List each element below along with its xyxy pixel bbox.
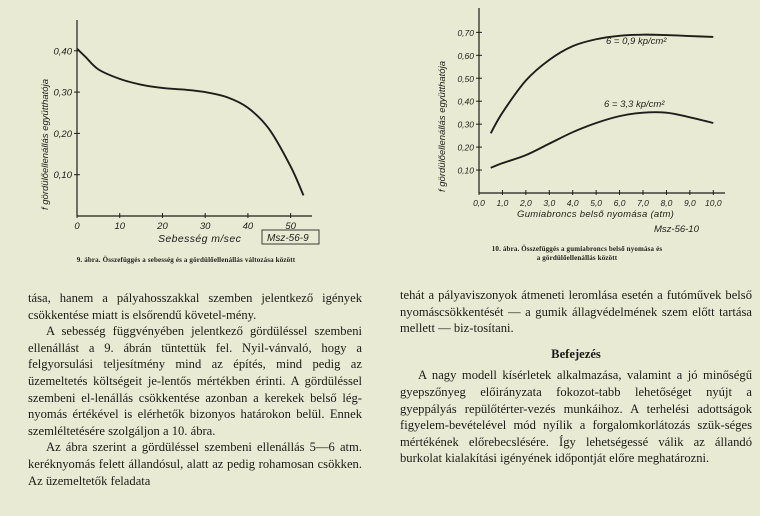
- fig9-xlabel: Sebesség m/sec: [158, 233, 242, 245]
- x-tick-label: 40: [242, 221, 254, 232]
- fig10-series-line-2: [491, 112, 714, 168]
- y-tick-label: 0,40: [457, 96, 474, 107]
- y-tick-label: 0,60: [457, 50, 474, 61]
- y-tick-label: 0,30: [457, 119, 474, 130]
- fig10-caption: [402, 245, 752, 263]
- fig10-series-label-1: 6 = 0,9 kp/cm²: [606, 36, 667, 47]
- fig10-y-tick-labels: [457, 28, 474, 176]
- fig9-axes: [74, 20, 312, 218]
- left-paragraph-3: Az ábra szerint a gördüléssel szembeni ellenállás 5—6 atm. keréknyomás felett állandósul, alatt az pedig rohamosan csökken. Az üzemeltetők feladata: [28, 440, 362, 488]
- x-tick-label: 7,0: [637, 198, 649, 208]
- y-tick-label: 0,20: [457, 142, 474, 153]
- section-heading: Befejezés: [551, 346, 601, 361]
- fig9-caption: 9. ábra. Összefüggés a sebesség és a gördülőellenállás változása között: [76, 256, 296, 264]
- x-tick-label: 5,0: [590, 198, 603, 208]
- fig10-caption-line-1: 10. ábra. Összefüggés a gumiabroncs belső nyomása és: [491, 245, 663, 253]
- y-tick-label: 0,20: [53, 128, 72, 140]
- y-tick-label: 0,50: [457, 73, 474, 84]
- x-tick-label: 20: [157, 221, 168, 232]
- left-paragraph-2: A sebesség függvényében jelentkező gördüléssel szembeni ellenállást a 9. ábrán tüntettük fel. Nyil-vánvaló, hogy a felgyorsulási teljesítmény mind az építés, mind pedig az üzemeltetés költségeit je-lentős mértékben érinti. A gördüléssel szembeni el-lenállás csökkentése azonban a kerekek belső lég-nyomás értékével is elérhetők bizonyos határokon belül. Ennek szemléltetésére szolgáljon a 10. ábra.: [28, 324, 362, 438]
- y-tick-label: 0,70: [457, 27, 474, 38]
- fig10-source-tag: Msz-56-10: [654, 224, 699, 235]
- fig9-ylabel: f gördülőellenállás együtthatója: [40, 79, 51, 210]
- fig9-source-tag: Msz-56-9: [267, 233, 309, 244]
- right-paragraph-1: tehát a pályaviszonyok átmeneti leromlása esetén a futóművek belső nyomáscsökkentését — a gumik állagvédelmének szem előtt tartása mellett — biz-tosítani.: [400, 288, 752, 336]
- y-tick-label: 0,40: [53, 46, 72, 58]
- fig9-y-tick-labels: [54, 46, 73, 181]
- x-tick-label: 30: [199, 221, 211, 232]
- x-tick-label: 6,0: [613, 198, 626, 208]
- right-paragraph-2: A nagy modell kísérletek alkalmazása, valamint a jó minőségű gyepszőnyeg előirányzata fokozot-tabb lehetőséget nyújt a gyeppályás repülőtérter-vezés munkáihoz. A terhelési adottságok figyelem-bevételével mód nyílik a forgalomkorlátozás szük-séges mértékének előrebecslésére. Így lehetségessé válik az állandó burkolat kialakítási igényének időpontját előre meghatározni.: [400, 368, 752, 466]
- y-tick-label: 0,10: [457, 165, 474, 176]
- figure-10-chart: [400, 0, 760, 250]
- fig10-x-tick-labels: [473, 198, 722, 208]
- left-paragraph-1: tása, hanem a pályahosszakkal szemben jelentkező igények csökkentése miatt is elsőrendű követel-mény.: [28, 291, 362, 322]
- fig9-series-line-1: [77, 49, 303, 196]
- right-text-column: [400, 287, 752, 467]
- x-tick-label: 8,0: [660, 198, 673, 208]
- figure-9-chart: [0, 0, 380, 258]
- x-tick-label: 50: [285, 221, 296, 232]
- fig9-series: [77, 49, 303, 196]
- x-tick-label: 4,0: [566, 198, 579, 208]
- x-tick-label: 3,0: [543, 198, 556, 208]
- x-tick-label: 10,0: [705, 198, 722, 208]
- fig10-ylabel: f gördülőellenállás együtthatója: [437, 61, 448, 192]
- y-tick-label: 0,30: [53, 87, 72, 99]
- fig10-series-label-2: 6 = 3,3 kp/cm²: [604, 99, 665, 110]
- fig10-caption-line-2: a gördülőellenállás között: [536, 254, 618, 262]
- x-tick-label: 1,0: [496, 198, 509, 208]
- x-tick-label: 0: [74, 221, 80, 232]
- x-tick-label: 0,0: [473, 198, 485, 208]
- left-text-column: [28, 290, 362, 489]
- fig10-series-line-1: [491, 35, 714, 134]
- x-tick-label: 10: [114, 221, 126, 232]
- fig10-xlabel: Gumiabroncs belső nyomása (atm): [517, 209, 675, 220]
- x-tick-label: 9,0: [683, 198, 696, 208]
- x-tick-label: 2,0: [519, 198, 532, 208]
- fig10-series: [491, 35, 714, 168]
- y-tick-label: 0,10: [53, 170, 72, 182]
